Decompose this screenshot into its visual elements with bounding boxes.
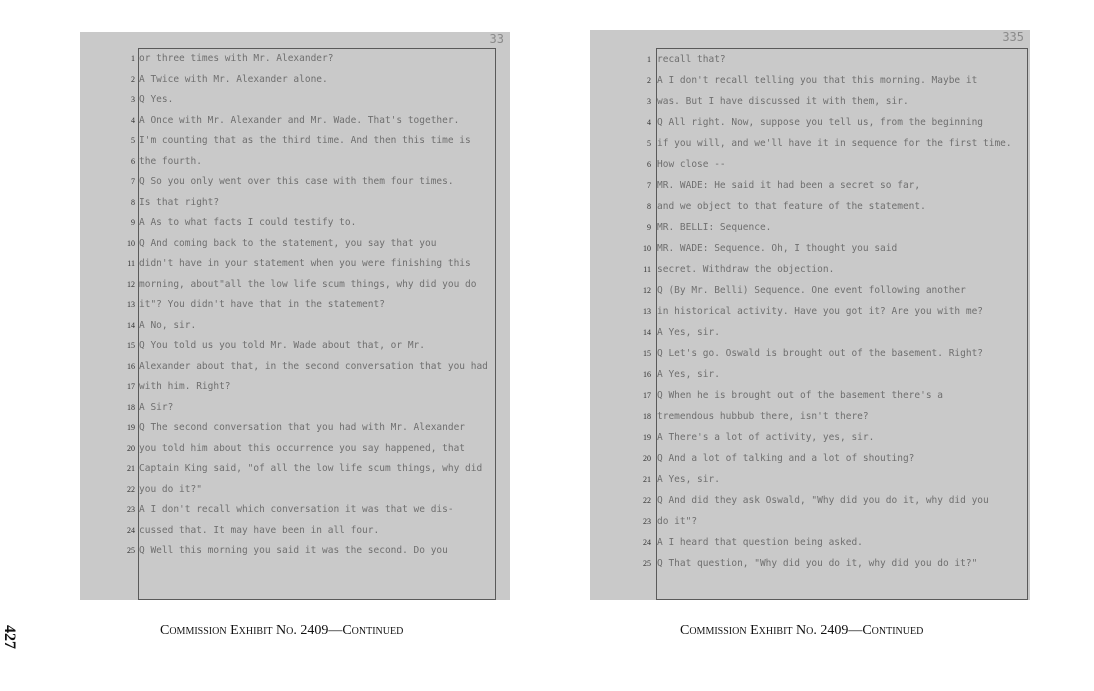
- line-number: 7: [647, 181, 651, 190]
- left-transcript-frame: [127, 48, 496, 600]
- transcript-line: [643, 511, 1027, 532]
- line-text: Q Yes.: [139, 94, 174, 105]
- transcript-line: [643, 532, 1027, 553]
- line-text: Q Well this morning you said it was the second. Do you: [139, 545, 448, 556]
- transcript-line: [647, 133, 1027, 154]
- transcript-line: [127, 500, 495, 521]
- line-text: recall that?: [657, 54, 726, 65]
- line-text: I'm counting that as the third time. And then this time is: [139, 135, 471, 146]
- line-number: 23: [127, 505, 135, 514]
- left-transcript-page: [80, 32, 510, 600]
- line-number: 22: [127, 484, 135, 494]
- transcript-line: [643, 364, 1027, 385]
- line-text: with him. Right?: [139, 381, 231, 392]
- line-text: Q So you only went over this case with them four times.: [139, 176, 454, 187]
- line-text: A As to what facts I could testify to.: [139, 217, 357, 228]
- transcript-line: [643, 553, 1027, 574]
- transcript-line: [647, 112, 1027, 133]
- line-number: 22: [643, 496, 651, 505]
- line-text: tremendous hubbub there, isn't there?: [657, 411, 869, 422]
- transcript-line: [131, 70, 495, 91]
- line-text: Q (By Mr. Belli) Sequence. One event following another: [657, 285, 966, 296]
- transcript-line: [647, 196, 1027, 217]
- line-text: cussed that. It may have been in all four.: [139, 524, 380, 536]
- transcript-line: [127, 439, 495, 460]
- line-text: or three times with Mr. Alexander?: [139, 53, 334, 64]
- left-transcript-lines: [127, 49, 495, 562]
- transcript-line: [127, 357, 495, 378]
- line-number: 8: [647, 202, 651, 211]
- line-number: 1: [131, 54, 135, 63]
- transcript-line: [643, 427, 1027, 448]
- transcript-line: [647, 154, 1027, 175]
- right-transcript-page: [590, 30, 1030, 600]
- line-text: A I heard that question being asked.: [657, 537, 863, 548]
- right-page-number: 335: [1002, 30, 1024, 44]
- transcript-line: [647, 217, 1027, 238]
- line-number: 5: [131, 136, 135, 145]
- line-number: 6: [647, 160, 651, 169]
- line-number: 17: [643, 391, 651, 400]
- line-text: How close --: [657, 159, 726, 170]
- transcript-line: [643, 385, 1027, 406]
- left-page-number: 33: [489, 32, 504, 46]
- transcript-line: [131, 111, 495, 132]
- line-number: 11: [643, 265, 651, 274]
- line-text: was. But I have discussed it with them, sir.: [657, 96, 909, 107]
- line-number: 16: [127, 361, 135, 371]
- line-text: you told him about this occurrence you say happened, that: [139, 442, 466, 454]
- line-number: 18: [127, 402, 135, 412]
- left-exhibit-caption: Commission Exhibit No. 2409—Continued: [160, 623, 404, 638]
- line-text: do it"?: [657, 516, 698, 527]
- line-text: Is that right?: [139, 196, 220, 208]
- transcript-line: [647, 49, 1027, 70]
- line-number: 12: [643, 286, 651, 295]
- line-text: A Yes, sir.: [657, 474, 720, 485]
- line-number: 25: [127, 546, 135, 555]
- transcript-line: [127, 316, 495, 337]
- transcript-line: [131, 172, 495, 193]
- line-number: 15: [643, 349, 651, 358]
- transcript-line: [127, 377, 495, 398]
- transcript-line: [131, 193, 495, 214]
- transcript-line: [647, 70, 1027, 91]
- line-text: A Yes, sir.: [657, 369, 720, 380]
- line-number: 20: [127, 443, 135, 453]
- right-transcript-frame: [643, 48, 1028, 600]
- line-text: A Twice with Mr. Alexander alone.: [139, 73, 328, 85]
- line-number: 24: [643, 538, 651, 547]
- line-number: 19: [643, 433, 651, 442]
- line-number: 3: [131, 95, 135, 104]
- line-text: if you will, and we'll have it in sequence for the first time.: [657, 138, 1012, 149]
- line-number: 5: [647, 139, 651, 148]
- line-text: A Once with Mr. Alexander and Mr. Wade. That's together.: [139, 114, 460, 126]
- line-text: A No, sir.: [139, 319, 197, 331]
- transcript-line: [127, 459, 495, 480]
- margin-page-number: 427: [1, 625, 18, 649]
- line-text: A Sir?: [139, 401, 174, 413]
- transcript-line: [647, 175, 1027, 196]
- line-text: you do it?": [139, 483, 202, 495]
- line-number: 18: [643, 412, 651, 421]
- line-number: 2: [647, 76, 651, 85]
- transcript-line: [643, 343, 1027, 364]
- line-number: 23: [643, 517, 651, 526]
- line-text: A Yes, sir.: [657, 327, 720, 338]
- transcript-line: [131, 90, 495, 111]
- transcript-line: [127, 254, 495, 275]
- line-number: 14: [643, 328, 651, 337]
- line-text: Q When he is brought out of the basement there's a: [657, 390, 943, 401]
- transcript-line: [131, 131, 495, 152]
- transcript-line: [127, 418, 495, 439]
- transcript-line: [127, 480, 495, 501]
- transcript-line: [127, 521, 495, 542]
- line-text: Q You told us you told Mr. Wade about that, or Mr.: [139, 340, 425, 351]
- line-text: A I don't recall telling you that this morning. Maybe it: [657, 75, 978, 86]
- line-number: 21: [643, 475, 651, 484]
- transcript-line: [643, 259, 1027, 280]
- right-exhibit-caption: Commission Exhibit No. 2409—Continued: [680, 623, 924, 638]
- line-number: 21: [127, 464, 135, 473]
- line-number: 2: [131, 74, 135, 84]
- line-text: morning, about"all the low life scum things, why did you do: [139, 278, 477, 290]
- line-number: 11: [127, 259, 135, 268]
- line-text: Q That question, "Why did you do it, why did you do it?": [657, 558, 978, 569]
- line-text: didn't have in your statement when you were finishing this: [139, 258, 471, 269]
- line-text: Captain King said, "of all the low life scum things, why did: [139, 463, 483, 474]
- transcript-line: [127, 541, 495, 562]
- line-number: 13: [643, 307, 651, 316]
- line-number: 9: [647, 223, 651, 232]
- line-text: MR. WADE: He said it had been a secret so far,: [657, 180, 921, 191]
- line-number: 12: [127, 279, 135, 289]
- transcript-line: [127, 336, 495, 357]
- line-number: 10: [643, 244, 651, 253]
- line-text: MR. WADE: Sequence. Oh, I thought you said: [657, 243, 898, 254]
- line-number: 16: [643, 370, 651, 379]
- line-text: Q The second conversation that you had with Mr. Alexander: [139, 422, 466, 433]
- line-number: 9: [131, 218, 135, 227]
- line-number: 25: [643, 559, 651, 568]
- line-number: 6: [131, 156, 135, 166]
- line-number: 7: [131, 177, 135, 186]
- line-number: 19: [127, 423, 135, 432]
- line-text: Alexander about that, in the second conversation that you had: [139, 360, 488, 372]
- line-text: Q Let's go. Oswald is brought out of the basement. Right?: [657, 348, 984, 359]
- line-number: 20: [643, 454, 651, 463]
- line-text: Q And coming back to the statement, you say that you: [139, 237, 437, 249]
- line-text: the fourth.: [139, 155, 202, 167]
- line-text: Q All right. Now, suppose you tell us, from the beginning: [657, 117, 984, 128]
- line-number: 4: [131, 115, 135, 125]
- line-number: 14: [127, 320, 135, 330]
- transcript-line: [131, 152, 495, 173]
- line-number: 15: [127, 341, 135, 350]
- line-number: 4: [647, 118, 651, 127]
- transcript-line: [127, 398, 495, 419]
- transcript-line: [643, 406, 1027, 427]
- transcript-line: [643, 448, 1027, 469]
- line-number: 8: [131, 197, 135, 207]
- line-text: Q And a lot of talking and a lot of shouting?: [657, 453, 915, 464]
- line-text: A There's a lot of activity, yes, sir.: [657, 432, 875, 443]
- transcript-line: [643, 280, 1027, 301]
- line-text: A I don't recall which conversation it was that we dis-: [139, 504, 454, 515]
- line-number: 3: [647, 97, 651, 106]
- line-number: 1: [647, 55, 651, 64]
- transcript-line: [127, 234, 495, 255]
- line-text: it"? You didn't have that in the statement?: [139, 299, 385, 310]
- transcript-line: [131, 49, 495, 70]
- line-text: in historical activity. Have you got it? Are you with me?: [657, 306, 984, 317]
- line-text: MR. BELLI: Sequence.: [657, 222, 772, 233]
- line-number: 13: [127, 300, 135, 309]
- right-transcript-lines: [643, 49, 1027, 574]
- line-number: 17: [127, 382, 135, 391]
- transcript-line: [127, 275, 495, 296]
- line-text: secret. Withdraw the objection.: [657, 264, 835, 275]
- transcript-line: [643, 469, 1027, 490]
- line-number: 10: [127, 238, 135, 248]
- line-text: Q And did they ask Oswald, "Why did you do it, why did you: [657, 495, 989, 506]
- transcript-line: [643, 301, 1027, 322]
- transcript-line: [643, 322, 1027, 343]
- transcript-line: [131, 213, 495, 234]
- transcript-line: [643, 490, 1027, 511]
- transcript-line: [647, 91, 1027, 112]
- line-text: and we object to that feature of the statement.: [657, 201, 926, 212]
- line-number: 24: [127, 525, 135, 535]
- transcript-line: [127, 295, 495, 316]
- transcript-line: [643, 238, 1027, 259]
